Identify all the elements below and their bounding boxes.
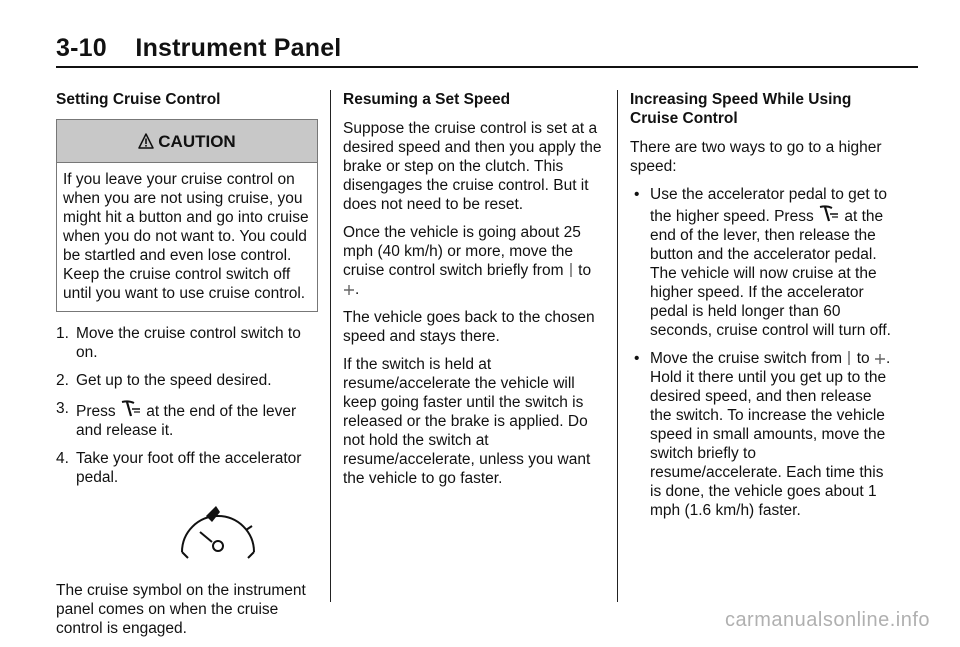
list-item bbox=[56, 371, 318, 390]
list-item bbox=[630, 185, 892, 340]
cruise-set-icon bbox=[120, 399, 142, 419]
list-item bbox=[630, 349, 892, 520]
column-increasing bbox=[630, 90, 892, 529]
header-rule bbox=[56, 66, 918, 68]
section-heading-setting: Setting Cruise Control bbox=[56, 91, 221, 108]
bullet-text: Move the cruise switch from bbox=[650, 350, 843, 367]
paragraph-text: to bbox=[578, 262, 592, 279]
section-heading-resuming: Resuming a Set Speed bbox=[343, 91, 511, 108]
bullet-text: Use the accelerator pedal to get to the higher speed. Press bbox=[650, 186, 887, 225]
paragraph bbox=[343, 223, 605, 299]
caution-text: If you leave your cruise control on when you are not using cruise, you might hit a button and go into cruise when you do not want to. You could be startled and even lose control. Keep the cruise control switch off until you want to use cruise control. bbox=[63, 171, 309, 302]
cruise-set-icon bbox=[818, 204, 840, 224]
page-title: 3-10 Instrument Panel bbox=[56, 34, 342, 62]
step-number: 3. bbox=[56, 400, 69, 417]
closing-paragraph: The cruise symbol on the instrument panel comes on when the cruise control is engaged. bbox=[56, 582, 306, 637]
bullet: • bbox=[634, 350, 640, 367]
paragraph-text: Once the vehicle is going about 25 mph (40 km/h) or more, move the cruise control switch briefly from bbox=[343, 224, 581, 279]
caution-header bbox=[57, 120, 317, 163]
step-text: Get up to the speed desired. bbox=[76, 372, 272, 389]
resume-plus-icon bbox=[874, 352, 886, 366]
cruise-on-icon bbox=[846, 350, 852, 366]
cruise-on-icon bbox=[568, 262, 574, 278]
step-number: 1. bbox=[56, 325, 69, 342]
bullet-text: at the end of the lever, then release the button and the accelerator pedal. The vehicle will now cruise at the higher speed. If the accelerator pedal is held longer than 60 seconds, cruise control will turn off. bbox=[650, 208, 891, 339]
list-item bbox=[56, 399, 318, 440]
step-number: 2. bbox=[56, 372, 69, 389]
column-setting-cruise bbox=[56, 90, 318, 647]
column-resuming bbox=[343, 90, 605, 497]
page-header bbox=[56, 34, 918, 63]
paragraph-text: . bbox=[355, 281, 360, 298]
bullet-list bbox=[630, 185, 892, 520]
bullet-text: to bbox=[856, 350, 870, 367]
cruise-gauge-icon bbox=[168, 502, 268, 564]
column-divider-2 bbox=[617, 90, 618, 602]
watermark: carmanualsonline.info bbox=[724, 609, 930, 631]
column-divider-1 bbox=[330, 90, 331, 602]
step-text-post: at the end of the lever and release it. bbox=[76, 403, 297, 439]
resume-plus-icon bbox=[343, 283, 355, 297]
steps-list bbox=[56, 324, 318, 487]
paragraph: The vehicle goes back to the chosen speed and stays there. bbox=[343, 309, 595, 345]
list-item bbox=[56, 449, 318, 487]
paragraph: There are two ways to go to a higher speed: bbox=[630, 139, 882, 175]
caution-triangle-icon bbox=[138, 133, 154, 149]
bullet: • bbox=[634, 186, 640, 203]
step-text-pre: Press bbox=[76, 403, 116, 420]
paragraph: Suppose the cruise control is set at a desired speed and then you apply the brake or step on the clutch. This disengages the cruise control. But it does not need to be reset. bbox=[343, 120, 602, 213]
step-text: Move the cruise control switch to on. bbox=[76, 325, 301, 361]
paragraph: If the switch is held at resume/accelerate the vehicle will keep going faster until the switch is released or the brake is applied. Do not hold the switch at resume/accelerate, unless you want the vehicle to go faster. bbox=[343, 356, 591, 487]
step-text: Take your foot off the accelerator pedal. bbox=[76, 450, 302, 486]
bullet-text: . Hold it there until you get up to the desired speed, and then release the switch. To increase the vehicle speed in small amounts, move the switch briefly to resume/accelerate. Each time this is done, the vehicle goes about 1 mph (1.6 km/h) faster. bbox=[650, 350, 891, 519]
list-item bbox=[56, 324, 318, 362]
caution-label: CAUTION bbox=[158, 131, 236, 151]
section-heading-increasing: Increasing Speed While Using Cruise Control bbox=[630, 91, 852, 127]
caution-box bbox=[56, 119, 318, 312]
step-number: 4. bbox=[56, 450, 69, 467]
